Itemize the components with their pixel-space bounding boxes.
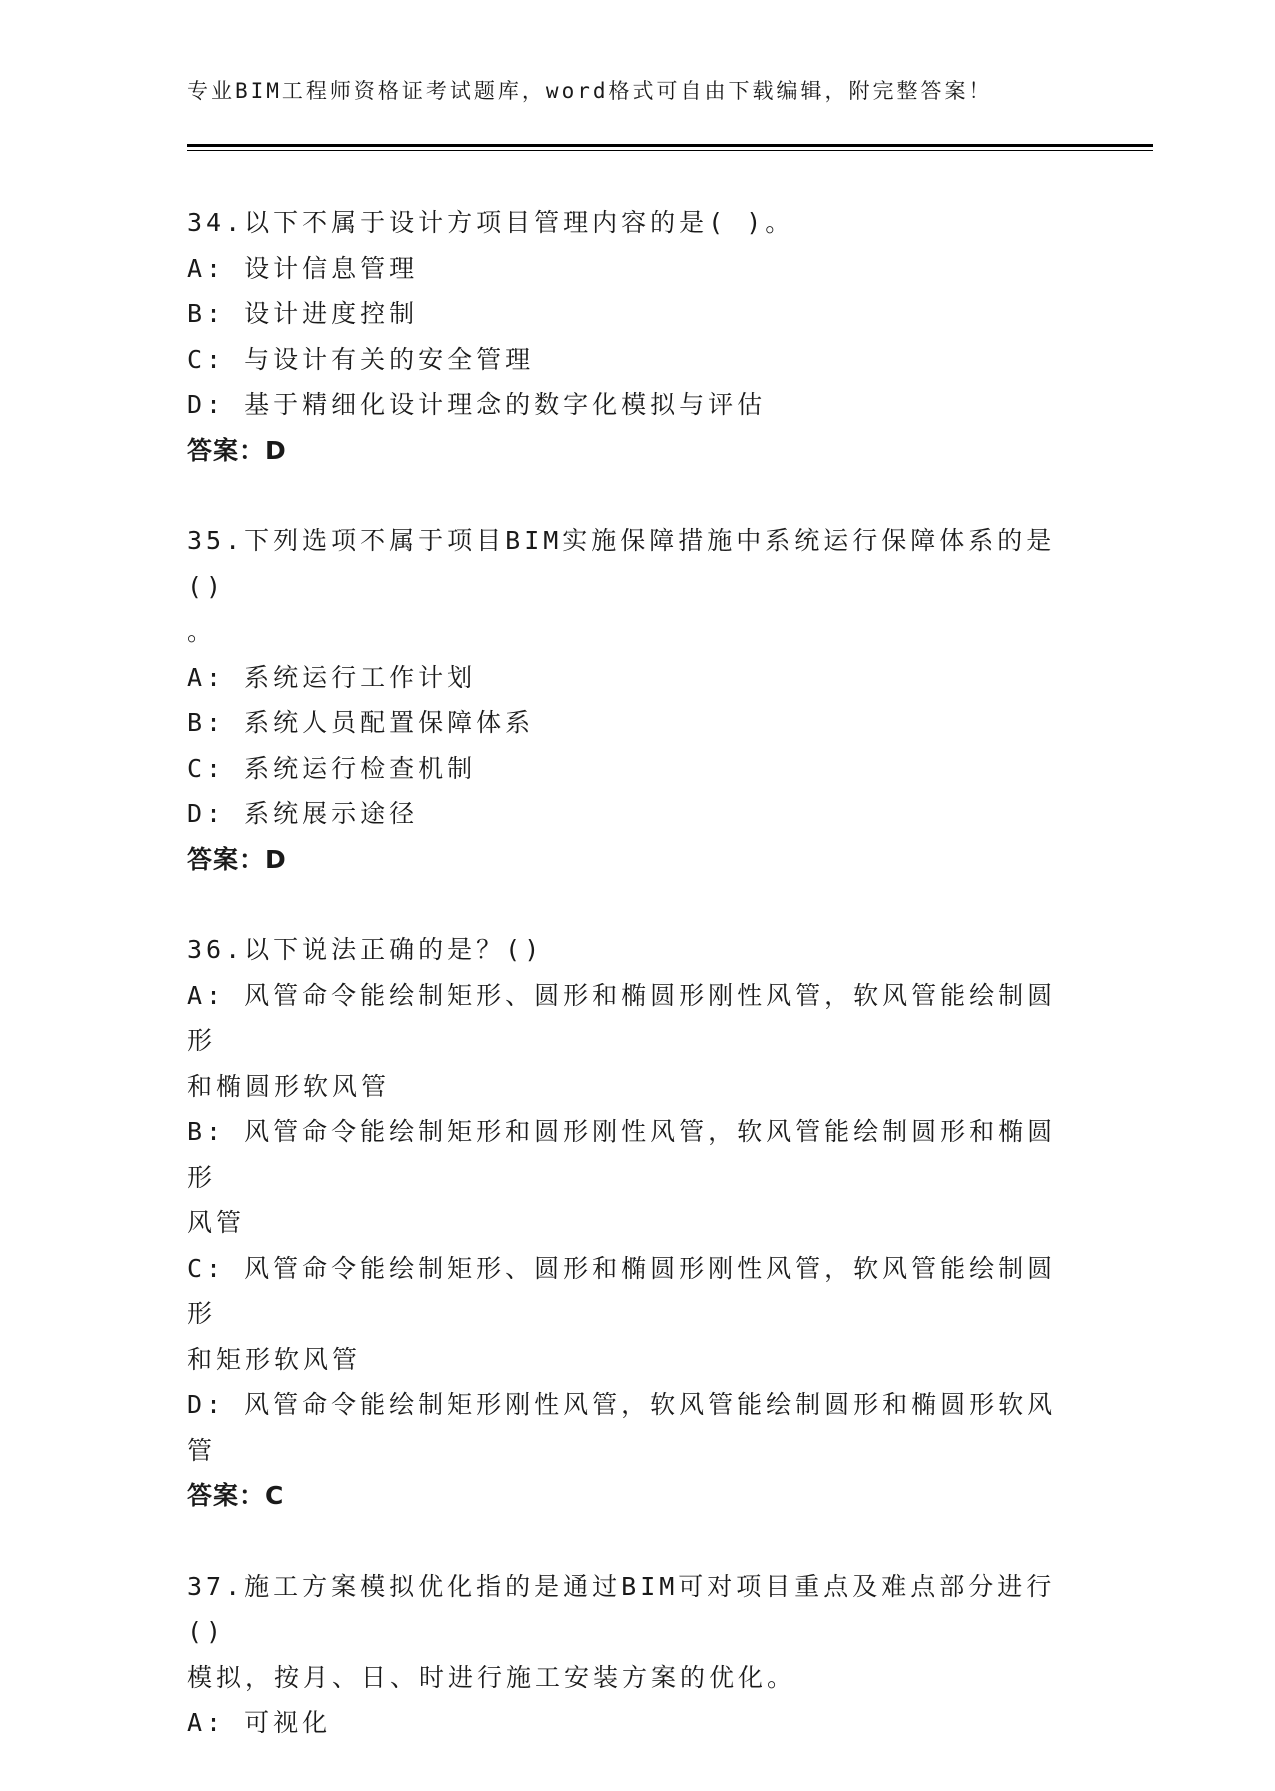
answer-text: 答案：C <box>187 1481 285 1510</box>
question-option: A: 系统运行工作计划 <box>187 662 477 692</box>
question-stem: 37.施工方案模拟优化指的是通过BIM可对项目重点及难点部分进行() <box>187 1571 1056 1646</box>
answer-text: 答案：D <box>187 844 287 874</box>
question-option: A: 风管命令能绘制矩形、圆形和椭圆形刚性风管，软风管能绘制圆形 <box>187 980 1057 1055</box>
answer-text: 答案：D <box>187 435 287 465</box>
question-list <box>187 200 1072 1791</box>
question-stem: 35.下列选项不属于项目BIM实施保障措施中系统运行保障体系的是() <box>187 526 1056 601</box>
question-option: C: 系统运行检查机制 <box>187 753 477 783</box>
question-option: 和矩形软风管 <box>187 1344 362 1374</box>
question-block <box>187 200 1072 473</box>
question-option: D: 基于精细化设计理念的数字化模拟与评估 <box>187 390 767 419</box>
question-option: C: 风管命令能绘制矩形、圆形和椭圆形刚性风管，软风管能绘制圆形 <box>187 1253 1057 1328</box>
question-option: B: 风管命令能绘制矩形和圆形刚性风管，软风管能绘制圆形和椭圆形 <box>187 1117 1057 1192</box>
question-block <box>187 927 1072 1519</box>
question-option: A: 设计信息管理 <box>187 253 419 283</box>
page-header-text: 专业BIM工程师资格证考试题库，word格式可自由下载编辑，附完整答案！ <box>187 79 993 103</box>
question-block <box>187 1564 1072 1746</box>
question-block <box>187 518 1072 882</box>
question-stem: 34.以下不属于设计方项目管理内容的是( )。 <box>187 208 795 237</box>
question-option: B: 系统人员配置保障体系 <box>187 708 535 737</box>
question-option: D: 风管命令能绘制矩形刚性风管，软风管能绘制圆形和椭圆形软风管 <box>187 1390 1057 1465</box>
question-stem: 模拟，按月、日、时进行施工安装方案的优化。 <box>187 1662 797 1692</box>
question-option: 风管 <box>187 1208 246 1237</box>
question-option: A: 可视化 <box>187 1708 332 1737</box>
question-option: D: 系统展示途径 <box>187 799 419 828</box>
header-rule-thin <box>187 150 1153 151</box>
question-option: C: 与设计有关的安全管理 <box>187 344 535 374</box>
question-stem: 。 <box>187 617 217 646</box>
question-stem: 36.以下说法正确的是？() <box>187 935 544 964</box>
header-rule-thick <box>187 144 1153 147</box>
question-option: B: 设计进度控制 <box>187 299 419 328</box>
question-option: 和椭圆形软风管 <box>187 1071 391 1101</box>
